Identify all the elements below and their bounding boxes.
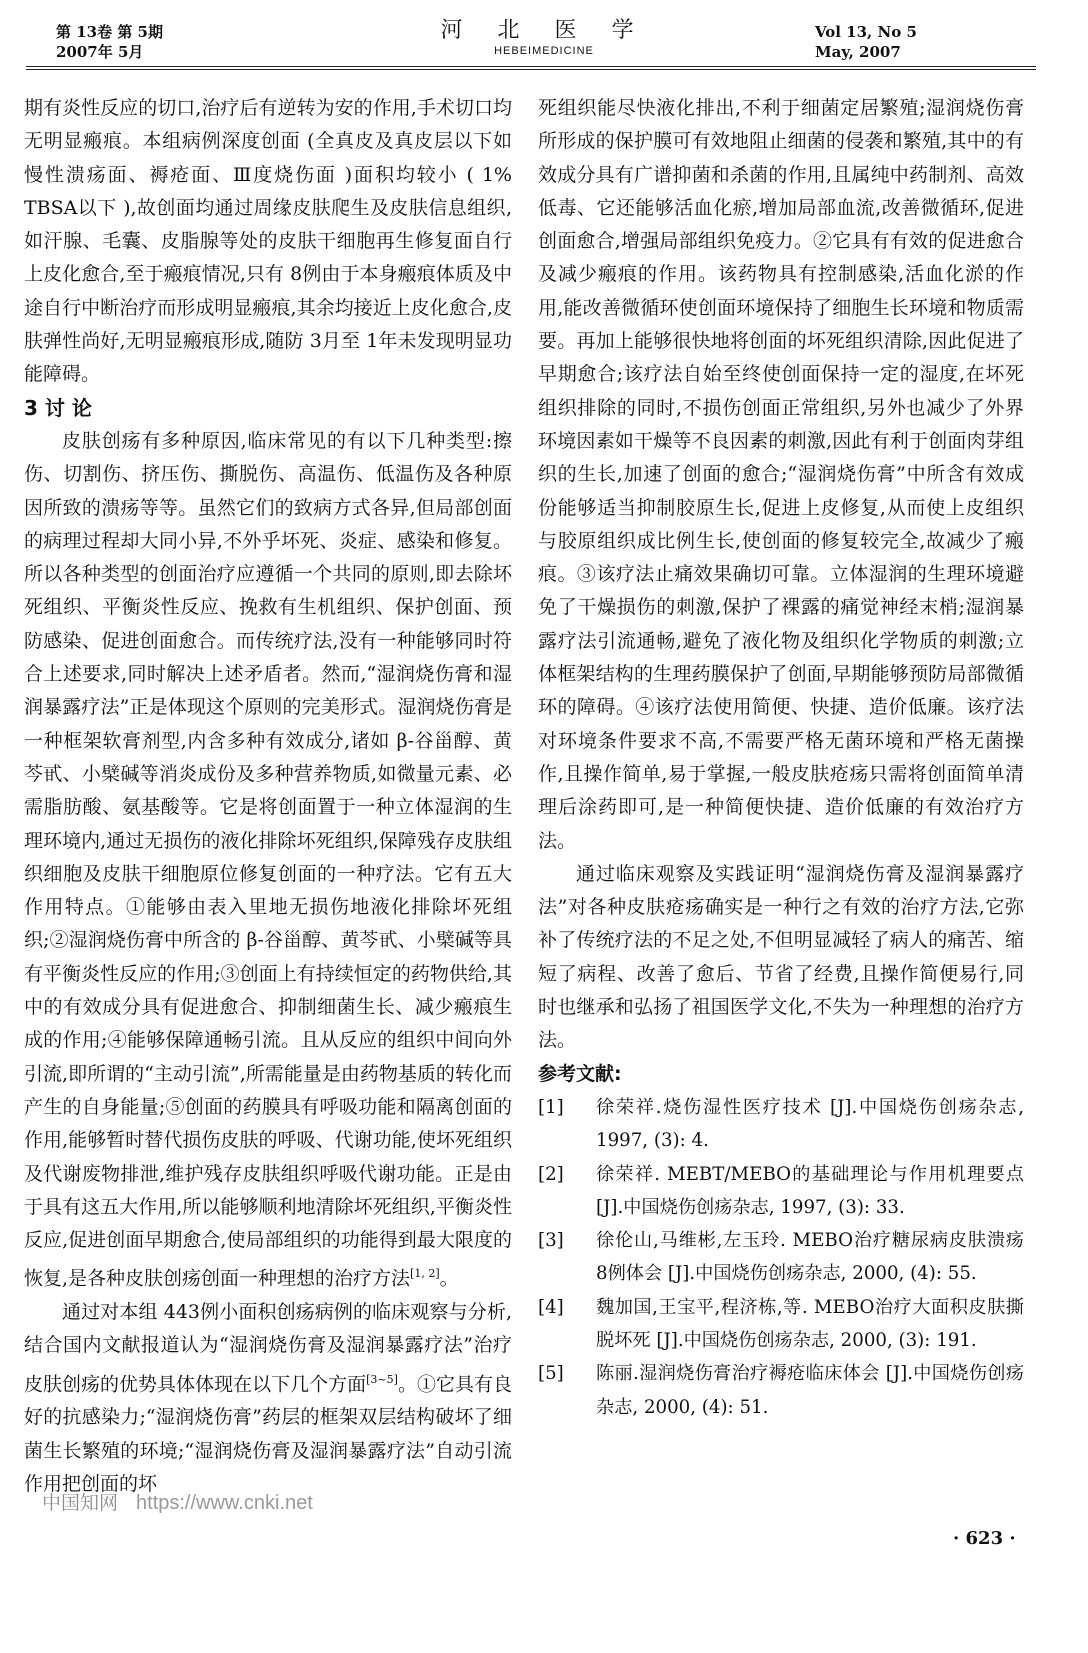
journal-title-en: HEBEIMEDICINE (494, 45, 594, 57)
discussion-paragraph-2-text: 通过对本组 443例小面积创疡病例的临床观察与分析,结合国内文献报道认为“湿润烧伤膏及湿润暴露疗法”治疗皮肤创疡的优势具体体现在以下几个方面 (24, 1301, 512, 1395)
header-rule-bottom (26, 69, 1036, 70)
watermark-url: https://www.cnki.net (136, 1492, 313, 1514)
discussion-paragraph-1-text: 皮肤创疡有多种原因,临床常见的有以下几种类型:擦伤、切割伤、挤压伤、撕脱伤、高温伤、低温伤及各种原因所致的溃疡等等。虽然它们的致病方式各异,但局部创面的病理过程却大同小异,不外乎坏死、炎症、感染和修复。所以各种类型的创面治疗应遵循一个共同的原则,即去除坏死组织、平衡炎性反应、挽救有生机组织、保护创面、预防感染、促进创面愈合。而传统疗法,没有一种能够同时符合上述要求,同时解决上述矛盾者。然而,“湿润烧伤膏和湿润暴露疗法”正是体现这个原则的完美形式。湿润烧伤膏是一种框架软膏剂型,内含多种有效成分,诸如 β-谷甾醇、黄芩甙、小檗碱等消炎成份及多种营养物质,如微量元素、必需脂肪酸、氨基酸等。它是将创面置于一种立体湿润的生理环境内,通过无损伤的液化排除坏死组织,保障残存皮肤组织细胞及皮肤干细胞原位修复创面的一种疗法。它有五大作用特点。①能够由表入里地无损伤地液化排除坏死组织;②湿润烧伤膏中所含的 β-谷甾醇、黄芩甙、小檗碱等具有平衡炎性反应的作用;③创面上有持续恒定的药物供给,其中的有效成分具有促进愈合、抑制细菌生长、减少瘢痕生成的作用;④能够保障通畅引流。且从反应的组织中间向外引流,即所谓的“主动引流”,所需能量是由药物基质的转化而产生的自身能量;⑤创面的药膜具有呼吸功能和隔离创面的作用,能够暂时替代损伤皮肤的呼吸、代谢功能,使坏死组织及代谢废物排泄,维护残存皮肤组织呼吸代谢功能。正是由于具有这五大作用,所以能够顺利地清除坏死组织,平衡炎性反应,促进创面早期愈合,使局部组织的功能得到最大限度的恢复,是各种皮肤创疡创面一种理想的治疗方法 (24, 429, 512, 1290)
continued-paragraph-right: 死组织能尽快液化排出,不利于细菌定居繁殖;湿润烧伤膏所形成的保护膜可有效地阻止细菌的侵袭和繁殖,其中的有效成分具有广谱抑菌和杀菌的作用,且属纯中药制剂、高效低毒、它还能够活血化瘀,增加局部血流,改善微循环,促进创面愈合,增强局部组织免疫力。②它具有有效的促进愈合及减少瘢痕的作用。该药物具有控制感染,活血化淤的作用,能改善微循环使创面环境保持了细胞生长环境和物质需要。再加上能够很快地将创面的坏死组织清除,因此促进了早期愈合;该疗法自始至终使创面保持一定的湿度,在坏死组织排除的同时,不损伤创面正常组织,另外也减少了外界环境因素如干燥等不良因素的刺激,因此有利于创面肉芽组织的生长,加速了创面的愈合;“湿润烧伤膏”中所含有效成份能够适当抑制胶原生长,促进上皮修复,从而使上皮组织与胶原组织成比例生长,使创面的修复较完全,故减少了瘢痕。③该疗法止痛效果确切可靠。立体湿润的生理环境避免了干燥损伤的刺激,保护了裸露的痛觉神经末梢;湿润暴露疗法引流通畅,避免了液化物及组织化学物质的刺激;立体框架结构的生理药膜保护了创面,早期能够预防局部微循环的障碍。④该疗法使用简便、快捷、造价低廉。该疗法对环境条件要求不高,不需要严格无菌环境和严格无菌操作,且操作简单,易于掌握,一般皮肤疮疡只需将创面简单清理后涂药即可,是一种简便快捷、造价低廉的有效治疗方法。 (538, 97, 1024, 852)
reference-item (538, 1091, 1024, 1158)
reference-number: [1] (538, 1096, 564, 1118)
date-cn: 2007年 5月 (56, 43, 144, 61)
watermark-logo-text: 中国知网 (42, 1492, 119, 1514)
header-issue-info-en (815, 22, 917, 62)
page-header (0, 0, 1088, 70)
reference-item (538, 1224, 1024, 1291)
volume-issue-en: Vol 13, No 5 (815, 23, 917, 41)
discussion-paragraph-2 (24, 1296, 512, 1501)
reference-number: [4] (538, 1296, 564, 1318)
citation-1-2: [1, 2] (410, 1267, 440, 1281)
reference-text: 徐伦山,马维彬,左玉玲. MEBO治疗糖尿病皮肤溃疡 8例体会 [J].中国烧伤创疡杂志, 2000, (4): 55. (596, 1230, 1024, 1285)
paragraph-end-mark: 。 (439, 1267, 459, 1290)
right-column (538, 92, 1024, 1424)
section-heading-discussion: 3 讨 论 (24, 395, 92, 420)
left-column (24, 92, 512, 1501)
reference-number: [5] (538, 1363, 564, 1385)
reference-item (538, 1357, 1024, 1424)
volume-issue-cn: 第 13卷 第 5期 (56, 23, 163, 41)
conclusion-paragraph: 通过临床观察及实践证明“湿润烧伤膏及湿润暴露疗法”对各种皮肤疮疡确实是一种行之有效的治疗方法,它弥补了传统疗法的不足之处,不但明显减轻了病人的痛苦、缩短了病程、改善了愈后、节省了经费,且操作简便易行,同时也继承和弘扬了祖国医学文化,不失为一种理想的治疗方法。 (538, 862, 1024, 1052)
date-en: May, 2007 (815, 43, 901, 61)
page-number: · 623 · (953, 1528, 1016, 1549)
journal-title-cn: 河 北 医 学 (440, 18, 648, 43)
reference-number: [3] (538, 1230, 564, 1252)
reference-item (538, 1158, 1024, 1225)
cnki-watermark (42, 1488, 313, 1515)
continued-paragraph: 期有炎性反应的切口,治疗后有逆转为安的作用,手术切口均无明显瘢痕。本组病例深度创面 (全真皮及真皮层以下如慢性溃疡面、褥疮面、Ⅲ度烧伤面 )面积均较小 ( 1% TBSA以下 ),故创面均通过周缘皮肤爬生及皮肤信息组织,如汗腺、毛囊、皮脂腺等处的皮肤干细胞再生修复面自行上皮化愈合,至于瘢痕情况,只有 8例由于本身瘢痕体质及中途自行中断治疗而形成明显瘢痕,其余均接近上皮化愈合,皮肤弹性尚好,无明显瘢痕形成,随防 3月至 1年未发现明显功能障碍。 (24, 97, 512, 386)
discussion-paragraph-1 (24, 425, 512, 1296)
citation-3-5: [3~5] (366, 1372, 398, 1386)
header-rule-top (26, 66, 1036, 67)
reference-text: 徐荣祥. MEBT/MEBO的基础理论与作用机理要点 [J].中国烧伤创疡杂志, 1997, (3): 33. (596, 1163, 1024, 1218)
journal-masthead (0, 18, 1088, 58)
discussion-paragraph-2-cont: 。①它具有良好的抗感染力;“湿润烧伤膏”药层的框架双层结构破坏了细菌生长繁殖的环境;“湿润烧伤膏及湿润暴露疗法”自动引流作用把创面的坏 (24, 1372, 512, 1495)
reference-text: 徐荣祥.烧伤湿性医疗技术 [J].中国烧伤创疡杂志, 1997, (3): 4. (596, 1096, 1024, 1152)
reference-text: 魏加国,王宝平,程济栋,等. MEBO治疗大面积皮肤撕脱坏死 [J].中国烧伤创疡杂志, 2000, (3): 191. (596, 1296, 1024, 1351)
reference-item (538, 1291, 1024, 1358)
references-title: 参考文献: (538, 1062, 622, 1085)
reference-text: 陈丽.湿润烧伤膏治疗褥疮临床体会 [J].中国烧伤创疡杂志, 2000, (4): 51. (596, 1363, 1024, 1418)
reference-list (538, 1091, 1024, 1424)
reference-number: [2] (538, 1163, 564, 1185)
